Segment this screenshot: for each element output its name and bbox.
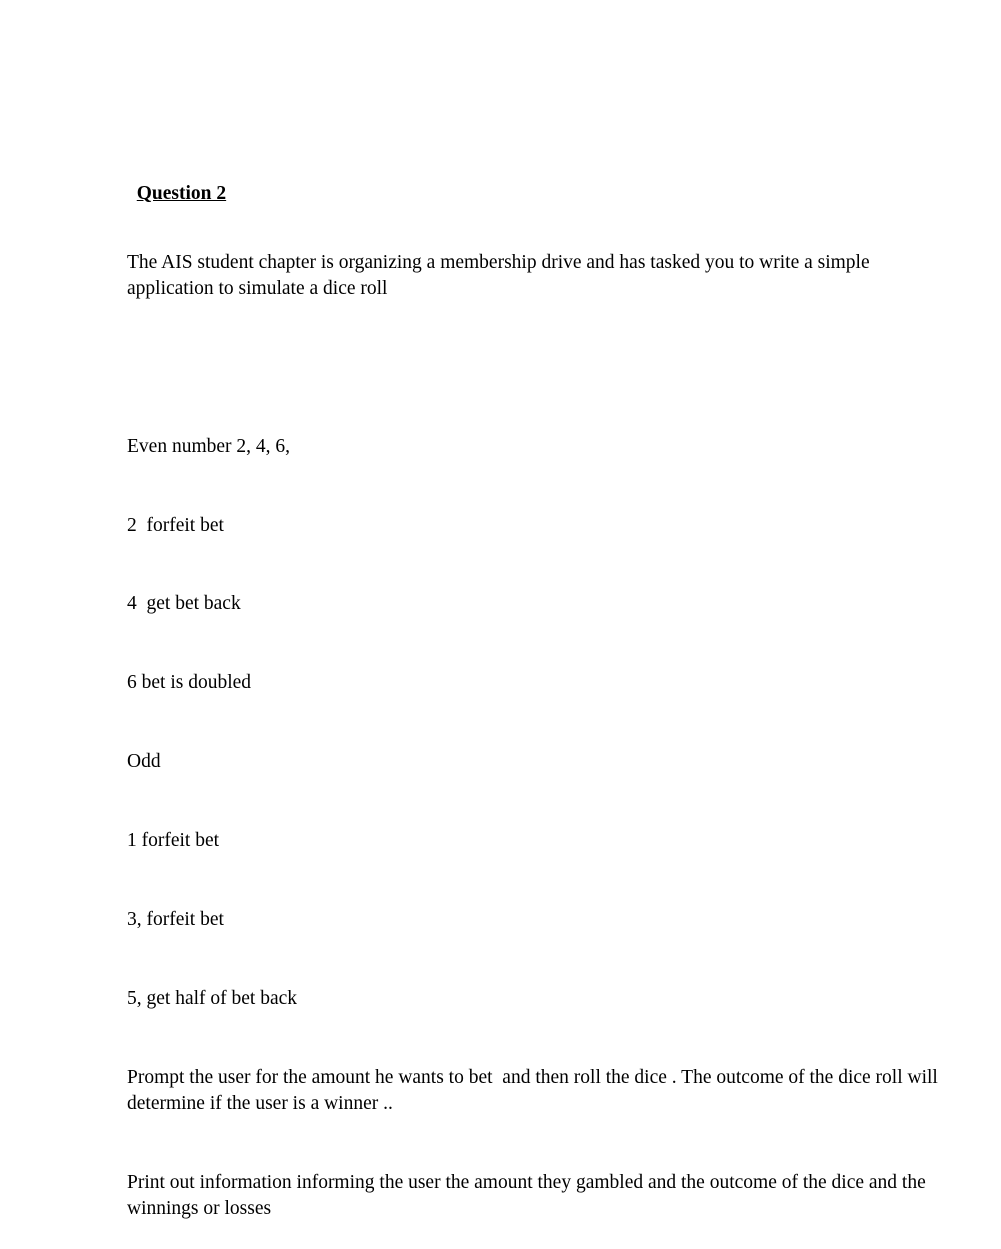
print-paragraph: Print out information informing the user the amount they gambled and the outcome of the dice and the winnings or losses (127, 1171, 931, 1220)
rule-line-4: 4 get bet back (127, 593, 241, 615)
question-heading: Question 2 (136, 183, 227, 205)
intro-paragraph: The AIS student chapter is organizing a membership drive and has tasked you to write a simple application to simulate a dice roll (127, 251, 875, 300)
rule-line-2: 2 forfeit bet (127, 514, 224, 536)
question-document (127, 155, 957, 1249)
rule-line-6: 6 bet is doubled (127, 672, 252, 694)
paragraph-gap (127, 355, 957, 381)
rule-line-5: 5, get half of bet back (127, 987, 298, 1009)
rule-line-odd: Odd (127, 751, 161, 773)
prompt-paragraph: Prompt the user for the amount he wants to bet and then roll the dice . The outcome of the dice roll will determine if the user is a winner .. (127, 1066, 943, 1115)
rule-line-3: 3, forfeit bet (127, 909, 224, 931)
rule-line-1: 1 forfeit bet (127, 830, 220, 852)
rule-line-even: Even number 2, 4, 6, (127, 435, 291, 457)
